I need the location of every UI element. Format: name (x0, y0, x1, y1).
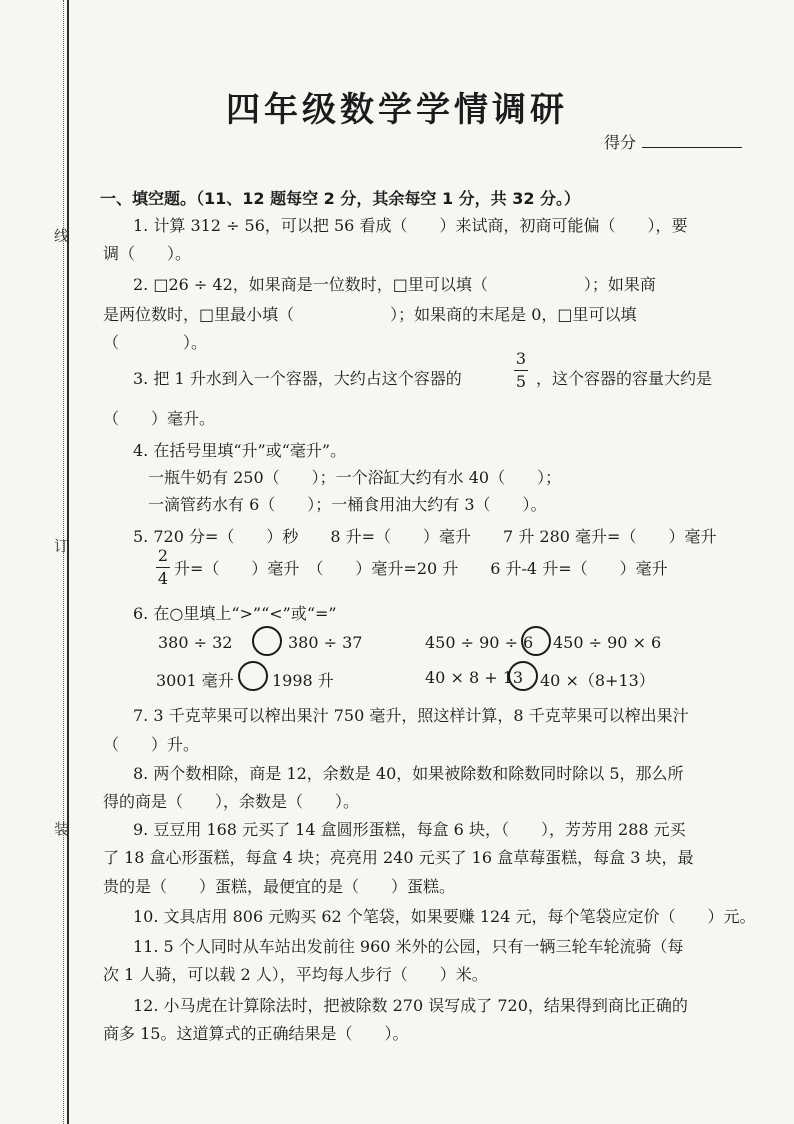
q5-frac-den: 4 (157, 569, 169, 588)
q6-a-right: 380 ÷ 37 (288, 633, 363, 652)
q6-b-left: 450 ÷ 90 ÷ 6 (425, 633, 534, 652)
q3-frac-num: 3 (515, 349, 527, 368)
q5-line2: 升=（ ）毫升 （ ）毫升=20 升 6 升-4 升=（ ）毫升 (174, 559, 668, 578)
score-field (604, 130, 742, 153)
q8-line2: 得的商是（ ），余数是（ ）。 (103, 792, 360, 811)
margin-mark-xian: 线 (54, 227, 70, 245)
q6-b-right: 450 ÷ 90 × 6 (553, 633, 662, 652)
q9-line1: 9. 豆豆用 168 元买了 14 盒圆形蛋糕，每盒 6 块，（ ），芳芳用 288 元买 (133, 820, 686, 839)
q4-line1: 4. 在括号里填“升”或“毫升”。 (133, 441, 347, 460)
q2-line1: 2. □26 ÷ 42，如果商是一位数时，□里可以填（ ）；如果商 (133, 275, 656, 294)
q2-line2: 是两位数时，□里最小填（ ）；如果商的末尾是 0，□里可以填 (103, 305, 637, 324)
q11-line2: 次 1 人骑，可以载 2 人），平均每人步行（ ）米。 (103, 965, 488, 984)
q6-a-left: 380 ÷ 32 (158, 633, 233, 652)
q6-c-right: 1998 升 (272, 671, 334, 690)
q3-line1: 3. 把 1 升水到入一个容器，大约占这个容器的 (133, 369, 462, 388)
q6-c-left: 3001 毫升 (156, 671, 234, 690)
q9-line3: 贵的是（ ）蛋糕，最便宜的是（ ）蛋糕。 (103, 877, 456, 896)
q6-c-circle[interactable] (238, 661, 268, 691)
q12-line1: 12. 小马虎在计算除法时，把被除数 270 误写成了 720，结果得到商比正确的 (133, 996, 688, 1015)
q1-line2: 调（ ）。 (103, 244, 192, 263)
q6-a-circle[interactable] (252, 626, 282, 656)
q6-line1: 6. 在○里填上“>”“<”或“=” (133, 604, 337, 623)
q4-line2: 一瓶牛奶有 250（ ）；一个浴缸大约有水 40（ ）； (148, 468, 562, 487)
q12-line2: 商多 15。这道算式的正确结果是（ ）。 (103, 1024, 409, 1043)
score-blank[interactable] (642, 133, 742, 148)
q6-d-right: 40 ×（8+13） (540, 671, 655, 690)
q6-b-circle[interactable] (521, 626, 551, 656)
q5-line1: 5. 720 分=（ ）秒 8 升=（ ）毫升 7 升 280 毫升=（ ）毫升 (133, 527, 717, 546)
q10-line1: 10. 文具店用 806 元购买 62 个笔袋，如果要赚 124 元，每个笔袋应定价（ ）元。 (133, 907, 756, 926)
q2-line3: （ ）。 (103, 333, 208, 352)
q3-fraction (514, 350, 528, 391)
margin-mark-zhuang: 装 (54, 820, 70, 838)
q5-frac-num: 2 (157, 546, 169, 565)
q6-d-circle[interactable] (508, 661, 538, 691)
q7-line1: 7. 3 千克苹果可以榨出果汁 750 毫升，照这样计算，8 千克苹果可以榨出果汁 (133, 706, 689, 725)
score-label: 得分 (603, 133, 636, 152)
page-title: 四年级数学学情调研 (226, 90, 568, 130)
section-heading: 一、填空题。（11、12 题每空 2 分，其余每空 1 分，共 32 分。） (100, 189, 581, 208)
q3-frac-den: 5 (515, 372, 527, 391)
q4-line3: 一滴管药水有 6（ ）；一桶食用油大约有 3（ ）。 (148, 495, 547, 514)
binding-line (67, 0, 69, 1124)
margin-mark-ding: 订 (54, 537, 70, 555)
q1-line1: 1. 计算 312 ÷ 56，可以把 56 看成（ ）来试商，初商可能偏（ ），要 (133, 216, 688, 235)
q6-d-left: 40 × 8 + 13 (425, 668, 524, 687)
q5-fraction (156, 547, 170, 588)
q3-line1b: ，这个容器的容量大约是 (536, 369, 713, 388)
q11-line1: 11. 5 个人同时从车站出发前往 960 米外的公园，只有一辆三轮车轮流骑（每 (133, 937, 684, 956)
q9-line2: 了 18 盒心形蛋糕，每盒 4 块；亮亮用 240 元买了 16 盒草莓蛋糕，每盒 3 块，最 (103, 848, 694, 867)
q7-line2: （ ）升。 (103, 735, 200, 754)
q3-line2: （ ）毫升。 (103, 409, 216, 428)
q8-line1: 8. 两个数相除，商是 12，余数是 40，如果被除数和除数同时除以 5，那么所 (133, 764, 684, 783)
